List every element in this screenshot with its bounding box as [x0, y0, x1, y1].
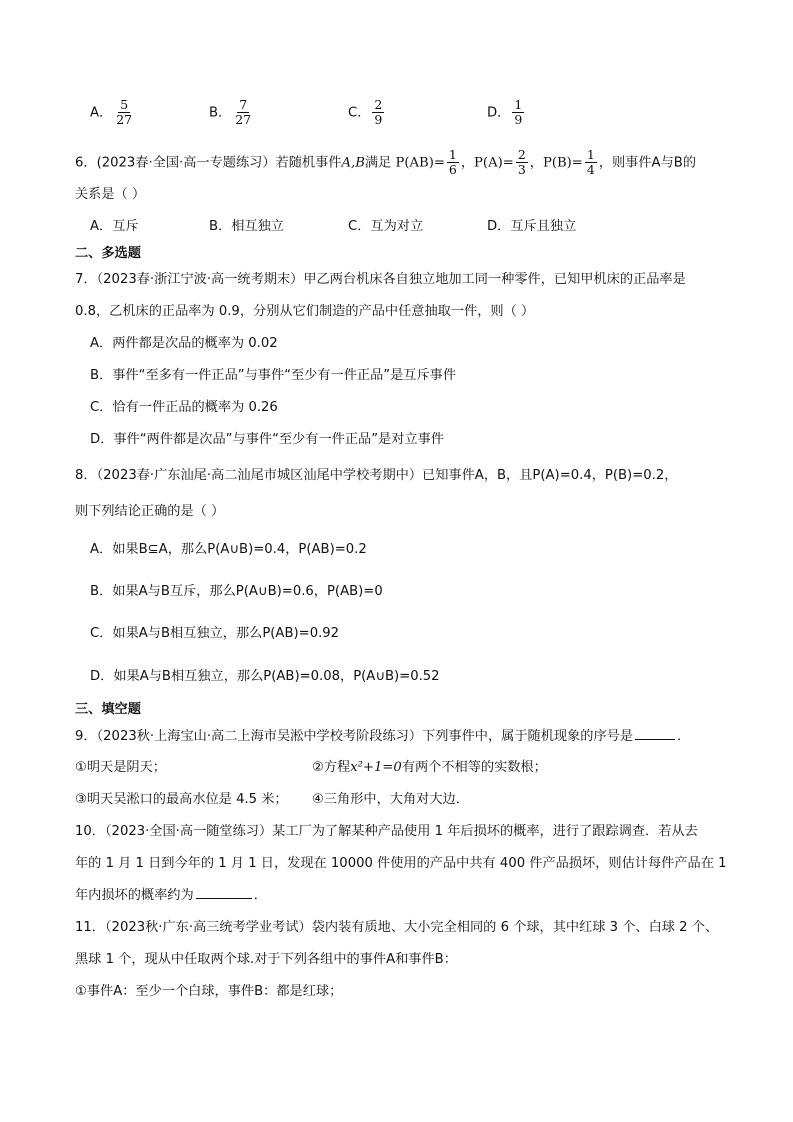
- q7-stem-line2: 0.8，乙机床的正品率为 0.9，分别从它们制造的产品中任意抽取一件，则（ ）: [75, 304, 535, 319]
- section-heading-fill-blank: 三、填空题: [75, 702, 141, 717]
- q8-option-c: C．如果A与B相互独立，那么P(AB)=0.92: [90, 626, 340, 641]
- q7-option-a: A．两件都是次品的概率为 0.02: [90, 336, 278, 351]
- fraction: $\frac{1}{9}$: [514, 97, 523, 127]
- q6-option-a: A．互斥: [90, 219, 139, 234]
- q6-stem-line2: 关系是（ ）: [75, 187, 146, 202]
- fraction: $\frac{7}{27}$: [235, 97, 252, 127]
- q7-option-b: B．事件“至多有一件正品”与事件“至少有一件正品”是互斥事件: [90, 368, 457, 383]
- q10-stem-line2: 年的 1 月 1 日到今年的 1 月 1 日，发现在 10000 件使用的产品中共有 400 件产品损坏，则估计每件产品在 1: [75, 856, 727, 871]
- section-heading-multi-choice: 二、多选题: [75, 246, 141, 261]
- q9-item-3: ③明天吴淞口的最高水位是 4.5 米；: [75, 792, 288, 807]
- q8-option-d: D．如果A与B相互独立，那么P(AB)=0.08，P(A∪B)=0.52: [90, 669, 440, 684]
- q11-stem-line2: 黑球 1 个，现从中任取两个球.对于下列各组中的事件A和事件B：: [75, 952, 457, 967]
- q8-option-a: A．如果B⊆A，那么P(A∪B)=0.4，P(AB)=0.2: [90, 542, 367, 557]
- fraction: $\frac{2}{9}$: [374, 97, 383, 127]
- q6-option-d: D．互斥且独立: [487, 219, 577, 234]
- q5-option-d: D． $\frac{1}{9}$: [487, 97, 523, 127]
- q10-stem: 10．（2023·全国·高一随堂练习）某工厂为了解某种产品使用 1 年后损坏的概率，进行了跟踪调查．若从去: [75, 824, 698, 839]
- q11-item-1: ①事件A：至少一个白球，事件B：都是红球；: [75, 984, 343, 999]
- q9-item-1: ①明天是阴天；: [75, 760, 166, 775]
- q6-option-c: C．互为对立: [348, 219, 424, 234]
- q7-option-c: C．恰有一件正品的概率为 0.26: [90, 400, 278, 415]
- q8-stem: 8．（2023春·广东汕尾·高二汕尾市城区汕尾中学校考期中）已知事件A，B，且P(A)=0.4，P(B)=0.2，: [75, 468, 678, 483]
- answer-blank[interactable]: [196, 886, 252, 899]
- q9-stem: 9．（2023秋·上海宝山·高二上海市吴淞中学校考阶段练习）下列事件中，属于随机现象的序号是 ．: [75, 729, 691, 744]
- q9-item-2: ②方程x²+1=0有两个不相等的实数根；: [312, 760, 547, 775]
- q10-stem-line3: 年内损坏的概率约为 ．: [75, 888, 267, 903]
- q6-option-b: B．相互独立: [209, 219, 284, 234]
- q5-option-c: C． $\frac{2}{9}$: [348, 97, 383, 127]
- answer-blank[interactable]: [635, 727, 675, 740]
- q7-option-d: D．事件“两件都是次品”与事件“至少有一件正品”是对立事件: [90, 432, 444, 447]
- q5-option-a: A． $\frac{5}{27}$: [90, 97, 133, 127]
- fraction: $\frac{5}{27}$: [116, 97, 133, 127]
- q9-item-4: ④三角形中，大角对大边．: [312, 792, 469, 807]
- q7-stem: 7．（2023春·浙江宁波·高一统考期末）甲乙两台机床各自独立地加工同一种零件，已知甲机床的正品率是: [75, 272, 686, 287]
- q6-stem: 6．(2023春·全国·高一专题练习）若随机事件A,B满足 P(AB)= $\frac{1}{6}$ ，P(A)= $\frac{2}{3}$ ，P(B)= $\frac{1}{4}$ ，则事件A与B的: [75, 147, 697, 177]
- q8-stem-line2: 则下列结论正确的是（ ）: [75, 504, 225, 519]
- q5-option-b: B． $\frac{7}{27}$: [209, 97, 252, 127]
- q11-stem: 11．（2023秋·广东·高三统考学业考试）袋内装有质地、大小完全相同的 6 个球，其中红球 3 个、白球 2 个、: [75, 920, 719, 935]
- q8-option-b: B．如果A与B互斥，那么P(A∪B)=0.6，P(AB)=0: [90, 584, 383, 599]
